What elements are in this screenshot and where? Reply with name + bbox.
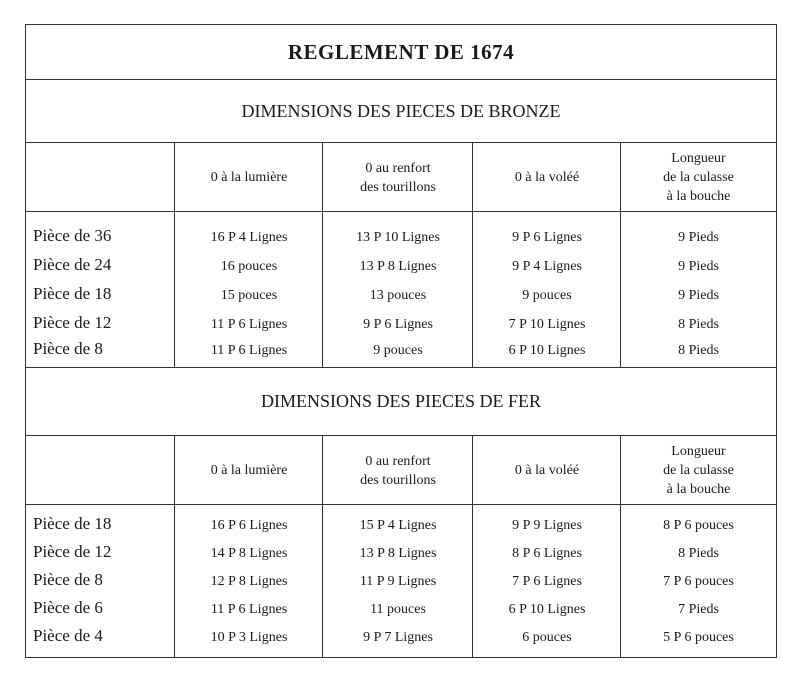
column-divider <box>620 436 621 657</box>
cell: 8 Pieds <box>678 546 719 561</box>
cell: 10 P 3 Lignes <box>210 630 288 645</box>
col-header-volee: 0 à la voléé <box>514 170 580 185</box>
cell: 9 P 6 Lignes <box>363 317 433 332</box>
cell: 9 Pieds <box>678 259 719 274</box>
cell: 9 P 4 Lignes <box>512 259 582 274</box>
col-header-longueur: Longueur de la culasse à la bouche <box>663 151 734 204</box>
reglement-table <box>25 24 777 658</box>
section-heading-fer: DIMENSIONS DES PIECES DE FER <box>26 368 776 436</box>
cell: 6 P 10 Lignes <box>508 343 586 358</box>
cell: 16 pouces <box>220 259 278 274</box>
row-label: Pièce de 36 <box>33 226 112 245</box>
column-divider <box>322 436 323 657</box>
cell: 16 P 6 Lignes <box>210 518 288 533</box>
column-divider <box>322 143 323 367</box>
row-label: Pièce de 24 <box>33 255 112 274</box>
cell: 9 Pieds <box>678 288 719 303</box>
column-divider <box>174 143 175 367</box>
row-label: Pièce de 18 <box>33 284 112 303</box>
row-label: Pièce de 12 <box>33 542 112 561</box>
cell: 7 Pieds <box>678 602 719 617</box>
cell: 7 P 6 pouces <box>663 574 734 589</box>
cell: 9 pouces <box>373 343 423 358</box>
cell: 13 P 8 Lignes <box>359 546 437 561</box>
row-label: Pièce de 4 <box>33 626 103 645</box>
cell: 13 pouces <box>369 288 427 303</box>
cell: 11 P 6 Lignes <box>210 317 288 332</box>
row-label: Pièce de 8 <box>33 570 103 589</box>
row-label: Pièce de 12 <box>33 313 112 332</box>
column-divider <box>472 436 473 657</box>
column-divider <box>174 436 175 657</box>
cell: 9 P 7 Lignes <box>363 630 433 645</box>
cell: 11 P 6 Lignes <box>210 343 288 358</box>
cell: 8 Pieds <box>678 343 719 358</box>
cell: 8 P 6 pouces <box>663 518 734 533</box>
cell: 15 P 4 Lignes <box>359 518 437 533</box>
cell: 9 pouces <box>522 288 572 303</box>
col-header-longueur: Longueur de la culasse à la bouche <box>663 444 734 497</box>
cell: 6 P 10 Lignes <box>508 602 586 617</box>
cell: 7 P 10 Lignes <box>508 317 586 332</box>
col-header-renfort: 0 au renfort des tourillons <box>360 453 436 488</box>
cell: 6 pouces <box>522 630 572 645</box>
cell: 15 pouces <box>220 288 278 303</box>
col-header-lumiere: 0 à la lumière <box>210 463 288 478</box>
row-label: Pièce de 18 <box>33 514 112 533</box>
column-divider <box>620 143 621 367</box>
cell: 16 P 4 Lignes <box>210 230 288 245</box>
column-divider <box>472 143 473 367</box>
row-label: Pièce de 6 <box>33 598 103 617</box>
cell: 11 P 6 Lignes <box>210 602 288 617</box>
cell: 8 P 6 Lignes <box>512 546 582 561</box>
cell: 8 Pieds <box>678 317 719 332</box>
table-title: REGLEMENT DE 1674 <box>26 25 776 80</box>
section-heading-bronze: DIMENSIONS DES PIECES DE BRONZE <box>26 80 776 143</box>
cell: 13 P 10 Lignes <box>356 230 440 245</box>
col-header-renfort: 0 au renfort des tourillons <box>360 160 436 195</box>
cell: 11 P 9 Lignes <box>359 574 437 589</box>
col-header-volee: 0 à la voléé <box>514 463 580 478</box>
cell: 5 P 6 pouces <box>663 630 734 645</box>
cell: 7 P 6 Lignes <box>512 574 582 589</box>
cell: 11 pouces <box>370 602 426 617</box>
cell: 9 P 6 Lignes <box>512 230 582 245</box>
cell: 9 P 9 Lignes <box>512 518 582 533</box>
col-header-lumiere: 0 à la lumière <box>210 170 288 185</box>
cell: 9 Pieds <box>678 230 719 245</box>
row-label: Pièce de 8 <box>33 339 103 358</box>
cell: 12 P 8 Lignes <box>210 574 288 589</box>
cell: 13 P 8 Lignes <box>359 259 437 274</box>
cell: 14 P 8 Lignes <box>210 546 288 561</box>
